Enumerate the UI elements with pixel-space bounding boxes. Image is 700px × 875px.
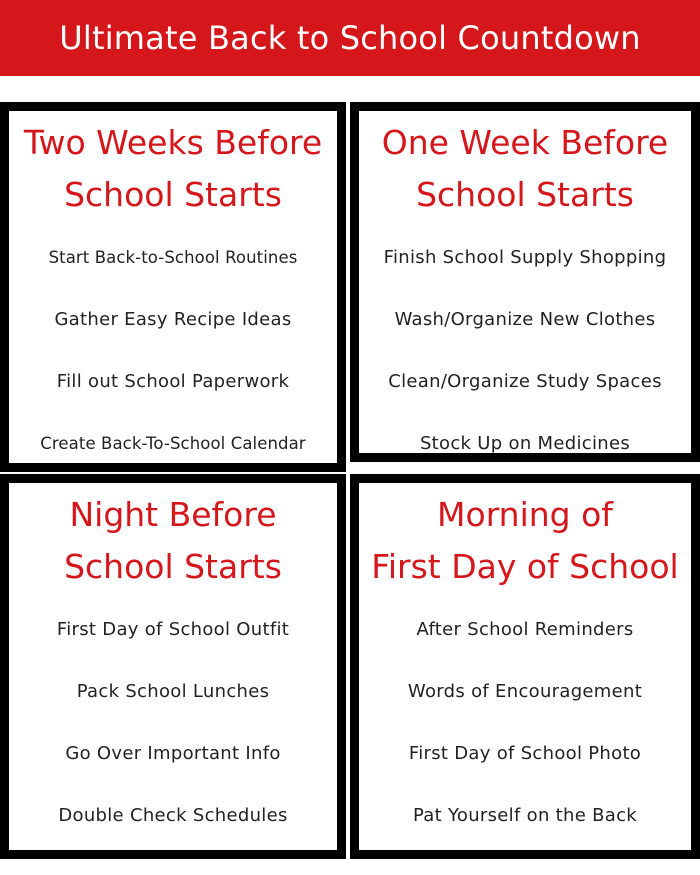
heading-line: Morning of: [437, 495, 613, 534]
heading-line: Two Weeks Before: [23, 123, 323, 162]
panel-night-before: [0, 474, 346, 859]
list-item: Pat Yourself on the Back: [412, 805, 638, 826]
heading-line: One Week Before: [381, 123, 669, 162]
panel-heading: [371, 489, 678, 593]
list-item: Stock Up on Medicines: [419, 433, 631, 454]
panel-heading: [24, 117, 322, 221]
list-item: Finish School Supply Shopping: [383, 247, 667, 268]
heading-line: School Starts: [416, 175, 634, 214]
list-item: After School Reminders: [416, 619, 634, 640]
checklist: [9, 227, 337, 472]
panel-morning-of: [350, 474, 700, 859]
list-item: Pack School Lunches: [76, 681, 270, 702]
list-item: Wash/Organize New Clothes: [394, 309, 656, 330]
checklist: [359, 227, 691, 462]
list-item: Start Back-to-School Routines: [48, 248, 298, 267]
list-item: Go Over Important Info: [65, 743, 281, 764]
title-banner: [0, 0, 700, 76]
heading-line: School Starts: [64, 175, 282, 214]
list-item: First Day of School Outfit: [56, 619, 290, 640]
panel-heading: [64, 489, 282, 593]
panel-heading: [382, 117, 668, 221]
list-item: First Day of School Photo: [408, 743, 642, 764]
heading-line: Night Before: [69, 495, 277, 534]
list-item: Double Check Schedules: [58, 805, 288, 826]
page-title: Ultimate Back to School Countdown: [59, 19, 641, 57]
heading-line: School Starts: [64, 547, 282, 586]
checklist: [9, 599, 337, 847]
list-item: Gather Easy Recipe Ideas: [54, 309, 292, 330]
list-item: Create Back-To-School Calendar: [40, 434, 306, 453]
checklist: [359, 599, 691, 847]
list-item: Words of Encouragement: [407, 681, 643, 702]
list-item: Fill out School Paperwork: [56, 371, 290, 392]
list-item: Clean/Organize Study Spaces: [388, 371, 662, 392]
panel-two-weeks-before: [0, 102, 346, 472]
panel-one-week-before: [350, 102, 700, 462]
heading-line: First Day of School: [371, 547, 679, 586]
